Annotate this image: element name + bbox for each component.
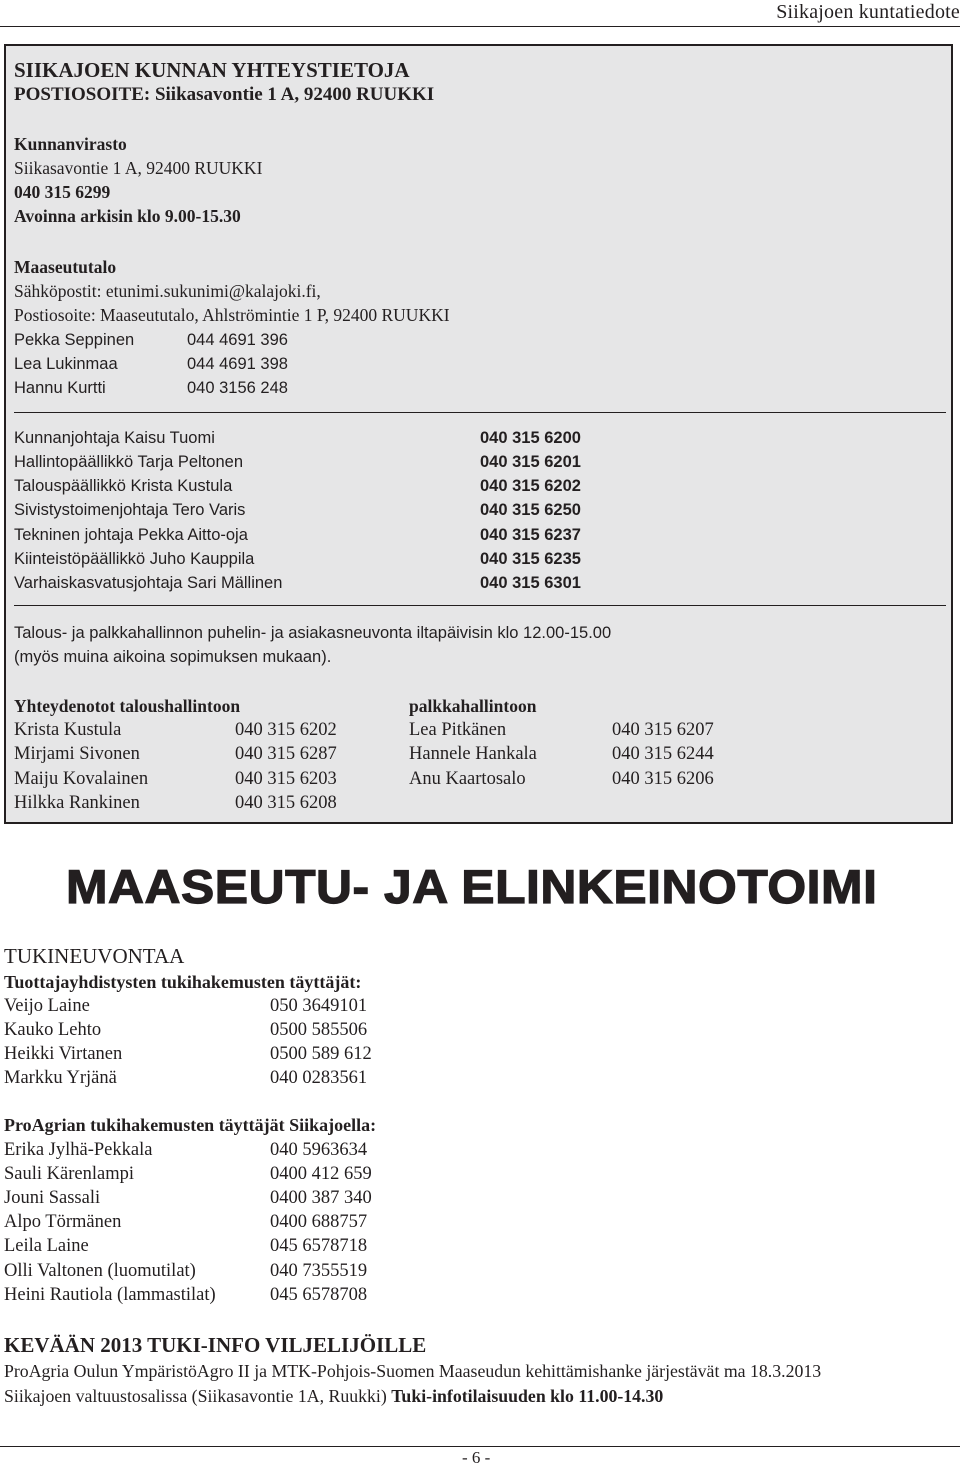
event-location: Siikajoen valtuustosalissa (Siikasavontie 1A, Ruukki) xyxy=(4,1386,392,1406)
finance-phone: 040 315 6203 xyxy=(235,769,337,789)
farm-person-name: Hannu Kurtti xyxy=(14,379,106,397)
contact-title: SIIKAJOEN KUNNAN YHTEYSTIETOJA xyxy=(14,58,410,82)
official-phone: 040 315 6202 xyxy=(480,477,581,495)
farm-name: Maaseututalo xyxy=(14,257,117,277)
finance-heading: Yhteydenotot taloushallintoon xyxy=(14,696,241,716)
farm-person-phone: 044 4691 396 xyxy=(187,331,288,349)
advisor-name: Erika Jylhä-Pekkala xyxy=(4,1140,153,1160)
farm-email: Sähköpostit: etunimi.sukunimi@kalajoki.fi, xyxy=(14,281,321,301)
postal-address: POSTIOSOITE: Siikasavontie 1 A, 92400 RUUKKI xyxy=(14,84,435,105)
official-phone: 040 315 6201 xyxy=(480,453,581,471)
footer-rule xyxy=(0,1446,960,1447)
advisor-phone: 050 3649101 xyxy=(270,996,368,1016)
advisor-name: Markku Yrjänä xyxy=(4,1068,117,1088)
advisory-heading xyxy=(4,944,184,968)
advisor-phone: 040 7355519 xyxy=(270,1261,368,1281)
event-heading: KEVÄÄN 2013 TUKI-INFO VILJELIJÖILLE xyxy=(4,1333,427,1357)
advisor-name: Heini Rautiola (lammastilat) xyxy=(4,1285,216,1305)
payroll-phone: 040 315 6206 xyxy=(612,769,714,789)
official-phone: 040 315 6301 xyxy=(480,574,581,592)
official-title: Tekninen johtaja Pekka Aitto-oja xyxy=(14,526,248,544)
payroll-name: Hannele Hankala xyxy=(409,744,537,764)
farm-person-phone: 044 4691 398 xyxy=(187,355,288,373)
office-address: Siikasavontie 1 A, 92400 RUUKKI xyxy=(14,158,263,178)
official-phone: 040 315 6237 xyxy=(480,526,581,544)
advisory-heading-text: TUKINEUVONTAA xyxy=(4,944,185,968)
advisor-phone: 040 5963634 xyxy=(270,1140,368,1160)
header-rule xyxy=(0,26,960,27)
advisor-phone: 045 6578708 xyxy=(270,1285,368,1305)
payroll-name: Lea Pitkänen xyxy=(409,720,507,740)
finance-phone: 040 315 6202 xyxy=(235,720,337,740)
official-title: Talouspäällikkö Krista Kustula xyxy=(14,477,233,495)
farm-person-name: Pekka Seppinen xyxy=(14,331,135,349)
official-title: Hallintopäällikkö Tarja Peltonen xyxy=(14,453,244,471)
advisor-name: Heikki Virtanen xyxy=(4,1044,123,1064)
official-title: Sivistystoimenjohtaja Tero Varis xyxy=(14,501,246,519)
advisor-phone: 0400 387 340 xyxy=(270,1188,372,1208)
divider xyxy=(14,605,946,606)
finance-name: Mirjami Sivonen xyxy=(14,744,140,764)
official-title: Kiinteistöpäällikkö Juho Kauppila xyxy=(14,550,255,568)
payroll-phone: 040 315 6244 xyxy=(612,744,714,764)
payroll-phone: 040 315 6207 xyxy=(612,720,714,740)
divider xyxy=(14,412,946,413)
finance-name: Maiju Kovalainen xyxy=(14,769,149,789)
farm-person-name: Lea Lukinmaa xyxy=(14,355,118,373)
finance-name: Hilkka Rankinen xyxy=(14,793,140,813)
office-name: Kunnanvirasto xyxy=(14,134,127,154)
official-phone: 040 315 6200 xyxy=(480,429,581,447)
office-hours: Avoinna arkisin klo 9.00-15.30 xyxy=(14,206,241,226)
advisor-name: Olli Valtonen (luomutilat) xyxy=(4,1261,196,1281)
event-line xyxy=(4,1384,663,1408)
advisor-phone: 0400 688757 xyxy=(270,1212,368,1232)
payroll-heading: palkkahallintoon xyxy=(409,696,537,716)
advisor-name: Veijo Laine xyxy=(4,996,90,1016)
farm-person-phone: 040 3156 248 xyxy=(187,379,288,397)
official-phone: 040 315 6250 xyxy=(480,501,581,519)
section-title: MAASEUTU- JA ELINKEINOTOIMI xyxy=(66,860,878,913)
official-phone: 040 315 6235 xyxy=(480,550,581,568)
group1-heading: Tuottajayhdistysten tukihakemusten täyttäjät: xyxy=(4,972,362,992)
advisor-phone: 0500 585506 xyxy=(270,1020,368,1040)
advisor-name: Leila Laine xyxy=(4,1236,89,1256)
office-phone: 040 315 6299 xyxy=(14,182,111,202)
advisor-name: Kauko Lehto xyxy=(4,1020,102,1040)
advisor-phone: 0400 412 659 xyxy=(270,1164,372,1184)
official-title: Kunnanjohtaja Kaisu Tuomi xyxy=(14,429,215,447)
official-title: Varhaiskasvatusjohtaja Sari Mällinen xyxy=(14,574,283,592)
advisor-phone: 0500 589 612 xyxy=(270,1044,372,1064)
advisor-phone: 040 0283561 xyxy=(270,1068,368,1088)
farm-postal: Postiosoite: Maaseututalo, Ahlströmintie 1 P, 92400 RUUKKI xyxy=(14,305,450,325)
finance-name: Krista Kustula xyxy=(14,720,122,740)
finance-phone: 040 315 6208 xyxy=(235,793,337,813)
event-line: ProAgria Oulun YmpäristöAgro II ja MTK-Pohjois-Suomen Maaseudun kehittämishanke järjestävät ma 18.3.2013 xyxy=(4,1361,822,1381)
advice-line: Talous- ja palkkahallinnon puhelin- ja asiakasneuvonta iltapäivisin klo 12.00-15.00 xyxy=(14,624,612,642)
advisor-name: Sauli Kärenlampi xyxy=(4,1164,134,1184)
event-time: Tuki-infotilaisuuden klo 11.00-14.30 xyxy=(391,1386,664,1406)
group2-heading: ProAgrian tukihakemusten täyttäjät Siikajoella: xyxy=(4,1115,377,1135)
page-number: - 6 - xyxy=(462,1448,491,1467)
finance-phone: 040 315 6287 xyxy=(235,744,337,764)
advice-line: (myös muina aikoina sopimuksen mukaan). xyxy=(14,648,332,666)
payroll-name: Anu Kaartosalo xyxy=(409,769,526,789)
advisor-phone: 045 6578718 xyxy=(270,1236,368,1256)
advisor-name: Alpo Törmänen xyxy=(4,1212,122,1232)
advisor-name: Jouni Sassali xyxy=(4,1188,101,1208)
